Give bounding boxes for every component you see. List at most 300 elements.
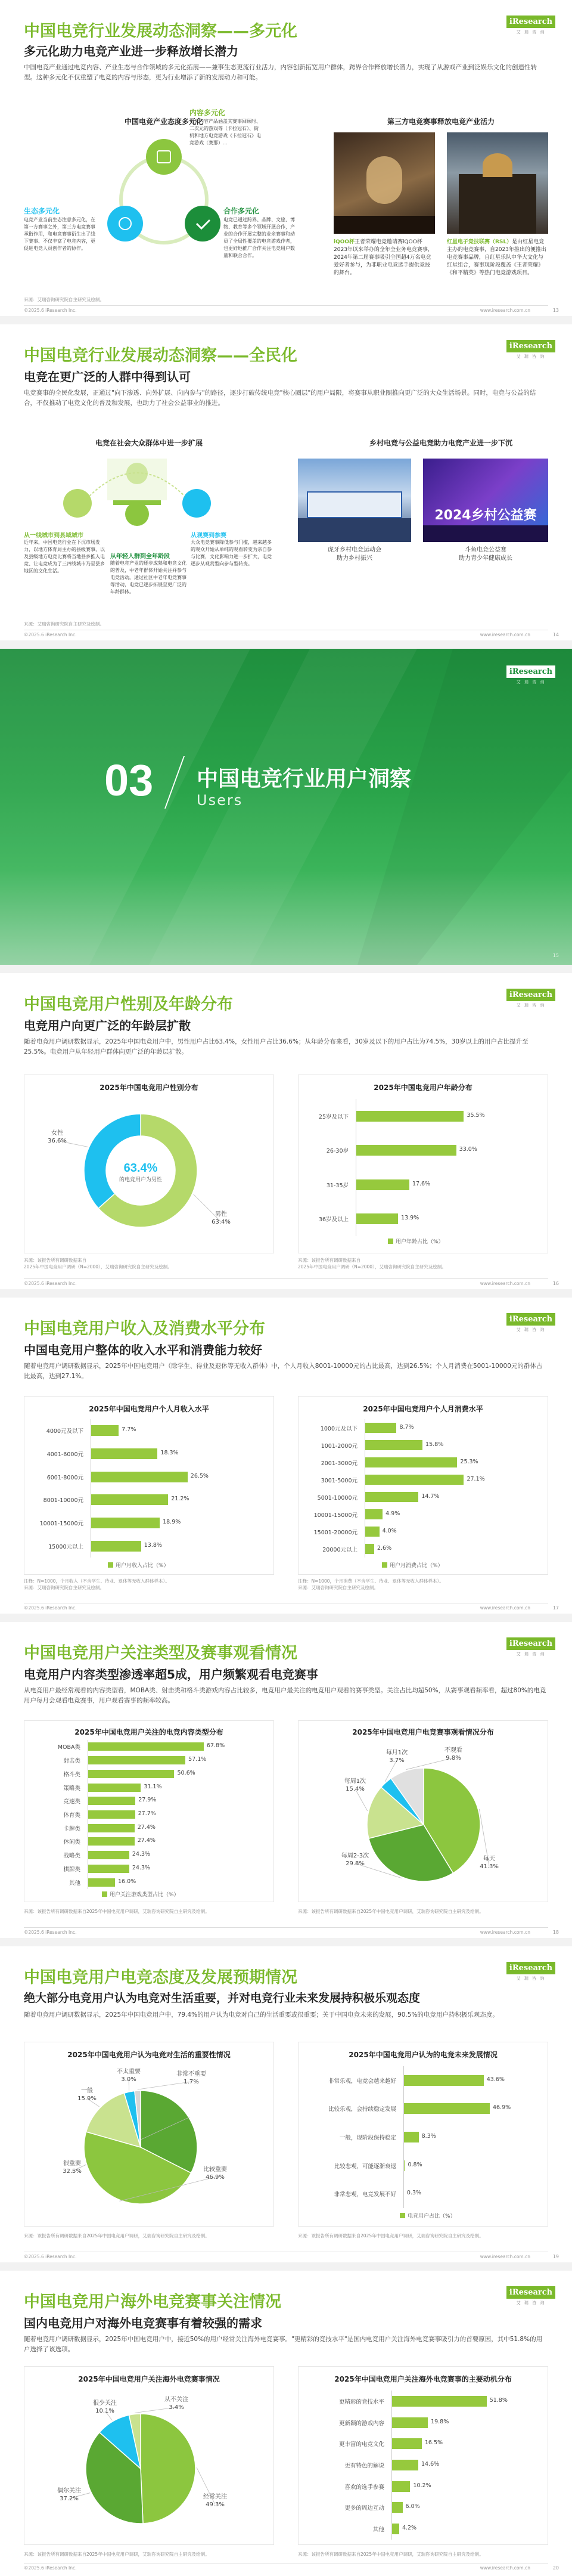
bar-value: 4.2% <box>402 2525 417 2532</box>
slide-title: 中国电竞行业发展动态洞察——全民化 <box>24 346 297 365</box>
content-bar-chart <box>24 1740 275 1889</box>
footer-site: www.iresearch.com.cn <box>480 1281 530 1286</box>
ecosystem-circle <box>107 206 143 242</box>
axis-line <box>403 2066 404 2208</box>
gender-donut-chart <box>24 1099 275 1248</box>
slide-gender-age <box>0 973 572 1289</box>
chart-legend <box>108 1561 169 1569</box>
bar <box>403 2132 419 2142</box>
douyu-caption: 斗鱼电竞公益赛 助力青少年健康成长 <box>459 547 512 562</box>
slide-income-spend <box>0 1298 572 1614</box>
slide-gap <box>0 1289 572 1298</box>
bar-value: 0.8% <box>408 2161 422 2168</box>
donut-center-value: 63.4% <box>123 1162 158 1175</box>
bar <box>391 2524 399 2534</box>
legend-swatch <box>382 1562 387 1568</box>
bar-value: 6.0% <box>405 2503 420 2510</box>
logo-subtext: 艾 瑞 咨 询 <box>516 1327 546 1332</box>
slice-value: 10.1% <box>95 2408 114 2414</box>
bar-label: 20000元以上 <box>322 1546 358 1553</box>
bar-label: 竞速类 <box>63 1798 80 1806</box>
slice-label: 每周2-3次 <box>341 1853 369 1859</box>
logo-subtext: 艾 瑞 咨 询 <box>516 1652 546 1657</box>
logo-text: iResearch <box>506 1313 555 1326</box>
bar-label: 休闲类 <box>63 1839 80 1846</box>
legend-label: 用户月消费占比（%） <box>390 1563 443 1569</box>
slide-gap <box>0 316 572 324</box>
slice-label: 每周1次 <box>344 1778 366 1785</box>
slice-value: 36.6% <box>48 1138 67 1144</box>
slice-label: 女性 <box>51 1130 63 1137</box>
diversity-diagram <box>24 128 304 289</box>
slide-content-watch <box>0 1622 572 1938</box>
slice-label: 一般 <box>81 2088 93 2094</box>
gender-chart-card <box>24 1075 274 1253</box>
overseas-chart-card <box>24 2366 274 2545</box>
slice-value: 15.9% <box>77 2095 97 2102</box>
footer-copyright: ©2025.6 iResearch Inc. <box>24 1281 77 1286</box>
slide-title: 中国电竞用户关注类型及赛事观看情况 <box>24 1644 297 1662</box>
bar-label: 5001-10000元 <box>317 1494 358 1501</box>
slice-value: 41.3% <box>480 1863 499 1870</box>
slice-value: 49.3% <box>206 2501 225 2508</box>
bar-label: 更丰富的电竞文化 <box>338 2441 384 2448</box>
footer-site: www.iresearch.com.cn <box>480 2565 530 2571</box>
iqoo-text: 王者荣耀电竞邀请赛iQOO杯2023年以来举办的全年全业务电竞赛事，2024年第二届赛事吸引全国超4万名电竞爱好者参与，为非职业电竞选手提供竞技的舞台。 <box>334 239 433 276</box>
bar-value: 67.8% <box>206 1742 225 1750</box>
source-left: 来源：该报告所有调研数据来自 2025年中国电竞用户调研（N=2000），艾瑞咨询研究院自主研究及绘制。 <box>24 1258 172 1270</box>
bar-value: 35.5% <box>467 1111 485 1119</box>
bar-value: 10.2% <box>413 2482 431 2489</box>
slice-value: 37.2% <box>60 2496 79 2502</box>
source-right: 来源：该报告所有调研数据来自 2025年中国电竞用户调研（N=2000），艾瑞咨询研究院自主研究及绘制。 <box>298 1258 446 1270</box>
footer-copyright: ©2025.6 iResearch Inc. <box>24 1930 77 1935</box>
bar-value: 33.0% <box>459 1146 477 1153</box>
bar-label: 4000元及以下 <box>46 1428 83 1435</box>
importance-chart-card <box>24 2042 274 2227</box>
iqoo-case <box>334 239 435 277</box>
bar-label: 更有特色的解说 <box>344 2463 384 2469</box>
legend-label: 用户关注游戏类型占比（%） <box>110 1892 179 1898</box>
motives-bar-chart <box>299 2391 549 2540</box>
bar-label: 更精彩的竞技水平 <box>338 2398 384 2405</box>
bar-value: 4.9% <box>386 1510 400 1517</box>
iresearch-logo <box>506 340 555 360</box>
douyu-charity-photo <box>423 459 548 542</box>
content-label: 内容多元化 <box>189 109 226 117</box>
iresearch-logo <box>506 16 555 35</box>
bar-value: 27.1% <box>467 1475 485 1482</box>
page-number: 15 <box>552 953 559 958</box>
bar-label: 更新颖的游戏内容 <box>338 2420 384 2427</box>
content-text: 电竞内容产品涵盖其赛事回顾时、二次元的游戏等（卡拉冠石）、街机和地方电竞游戏《卡拉冠石》电竞游戏（赛那）... <box>189 119 261 145</box>
bar-label: 棋牌类 <box>63 1866 80 1873</box>
slide-gap <box>0 965 572 973</box>
bar-value: 19.8% <box>431 2418 449 2425</box>
slide-attitude <box>0 1946 572 2262</box>
importance-pie-chart <box>24 2064 275 2224</box>
bar <box>365 1492 418 1503</box>
page-number: 16 <box>552 1281 559 1286</box>
bar-value: 18.3% <box>160 1450 179 1456</box>
slide-gap <box>0 1938 572 1946</box>
bar-label: 1000元及以下 <box>320 1425 358 1432</box>
chart-title: 2025年中国电竞用户电竞赛事观看情况分布 <box>352 1728 494 1736</box>
bar <box>356 1213 398 1224</box>
bar-value: 16.5% <box>424 2439 443 2447</box>
chart-title: 2025年中国电竞用户年龄分布 <box>374 1083 472 1092</box>
bar-value: 31.1% <box>144 1783 162 1790</box>
bar <box>391 2396 487 2407</box>
slide-description: 电竞赛事的全民化发展，正通过"向下渗透、向外扩展、向内参与"的路径，逐步打破传统电竞"核心圈层"的用户局限，将赛事从职业圈推向更广泛的大众生活场景。同时，电竞与公益的结合，不仅推动了电竞文化的普及和发展，也助力了社会公益事业的推进。 <box>24 389 536 407</box>
bar-value: 18.9% <box>163 1519 181 1525</box>
chart-title: 2025年中国电竞用户个人月消费水平 <box>363 1405 483 1413</box>
section-english: Users <box>197 792 243 809</box>
chart-title: 2025年中国电竞用户认为电竞对生活的重要性情况 <box>67 2051 231 2059</box>
slide-description: 随着电竞用户调研数据显示，2025年中国电竞用户中，79.4%的用户认为电竞对自己的生活重要或很重要；关于中国电竞未来的发展，90.5%的电竞用户持积极乐观态度。 <box>24 2011 499 2018</box>
logo-subtext: 艾 瑞 咨 询 <box>516 354 546 359</box>
slide-subtitle: 国内电竞用户对海外电竞赛事有着较强的需求 <box>24 2316 262 2330</box>
bar-value: 14.6% <box>421 2461 440 2467</box>
slide-title: 中国电竞用户收入及消费水平分布 <box>24 1320 265 1338</box>
source-left: 注释：N=1000，个月收入（不含学生、待业、退休等无收入群体样本）。 来源：艾瑞咨询研究院自主研究及绘制。 <box>24 1578 170 1590</box>
bar-label: 卡牌类 <box>63 1825 80 1832</box>
bar <box>91 1425 119 1436</box>
slice-value: 32.5% <box>63 2168 82 2175</box>
bar-label: 战略类 <box>63 1853 80 1860</box>
donut-center-caption: 的电竞用户为男性 <box>119 1177 163 1183</box>
page-number: 13 <box>552 308 559 313</box>
bar-value: 50.6% <box>177 1769 195 1776</box>
bar-value: 27.7% <box>138 1810 156 1817</box>
footer-site: www.iresearch.com.cn <box>480 632 530 637</box>
left-heading: 电竞在社会大众群体中进一步扩展 <box>95 439 203 447</box>
footer-copyright: ©2025.6 iResearch Inc. <box>24 1605 77 1611</box>
bar-label: 8001-10000元 <box>43 1497 83 1504</box>
slice-value: 63.4% <box>212 1219 231 1225</box>
group2-label: 从年轻人群到全年龄段 <box>110 553 170 560</box>
ecosystem-label: 生态多元化 <box>24 207 60 215</box>
slice-label: 很重要 <box>63 2160 81 2167</box>
bar <box>88 1742 204 1751</box>
bar <box>88 1837 135 1846</box>
bar <box>91 1518 160 1528</box>
bar-label: 1001-2000元 <box>321 1442 358 1450</box>
rsl-text: 是由红星电竞主办的电竞赛事，自2023年推出的便推出电竞赛事品牌，自红星乐队中华大文化与红星组合，赛事现阶段覆盖《王者荣耀》《和平精英》等热门电竞游戏项目。 <box>447 239 546 276</box>
ecosystem-text: 电竞产业当前生态注意多元化，在第一方赛事之外，第三方电竞赛事承衔作用，和电竞赛事衍生出了线下赛事、不仅丰富了电竞内容，更促进电竞人员创作者的协作。 <box>24 217 95 251</box>
rsl-event-photo <box>447 132 548 234</box>
bar <box>88 1824 135 1832</box>
slide-gap <box>0 2262 572 2271</box>
bar-label: 比较乐观，会持续稳定发展 <box>328 2106 396 2113</box>
slide-subtitle: 电竞用户内容类型渗透率超5成，用户频繁观看电竞赛事 <box>24 1667 318 1682</box>
bar-label: 策略类 <box>63 1785 80 1792</box>
group3-text: 大众电竞赛事降低参与门槛，越来越多的观众开始从单纯的观看转变为亲自参与比赛，文化影响力进一步扩大，电竞逐步从观赏型向参与型转变。 <box>191 540 272 566</box>
bar-label: 格斗类 <box>63 1771 80 1778</box>
bar <box>88 1878 115 1887</box>
source-note: 来源：艾瑞咨询研究院自主研究及绘制。 <box>24 297 104 302</box>
bar <box>88 1865 129 1873</box>
source-left: 来源：该报告所有调研数据来自2025年中国电竞用户调研，艾瑞咨询研究院自主研究及绘制。 <box>24 2233 210 2238</box>
bar-value: 2.6% <box>377 1544 392 1552</box>
bar-label: 更多的周边互动 <box>344 2505 384 2512</box>
bar <box>91 1541 141 1552</box>
chart-legend <box>382 1561 443 1569</box>
logo-text: iResearch <box>506 1637 555 1650</box>
bar-value: 27.4% <box>137 1837 156 1844</box>
page-number: 17 <box>552 1605 559 1611</box>
slice-value: 46.9% <box>206 2174 225 2181</box>
bar-value: 43.6% <box>486 2076 505 2083</box>
income-chart-card <box>24 1396 274 1575</box>
slice-value: 3.0% <box>121 2076 136 2083</box>
iresearch-logo <box>506 1313 555 1333</box>
bar <box>356 1145 456 1156</box>
expansion-diagram <box>24 450 292 527</box>
bar-label: 6001-8000元 <box>46 1474 83 1481</box>
bar <box>365 1457 457 1468</box>
content-chart-card <box>24 1720 274 1902</box>
slide-universalization <box>0 324 572 640</box>
iresearch-logo <box>506 665 555 685</box>
future-bar-chart <box>299 2066 549 2208</box>
slide-gap <box>0 640 572 649</box>
bar-value: 27.9% <box>138 1797 157 1804</box>
logo-subtext: 艾 瑞 咨 询 <box>516 2301 546 2305</box>
source-note: 来源：艾瑞咨询研究院自主研究及绘制。 <box>24 621 104 627</box>
legend-label: 电竞用户占比（%） <box>408 2213 456 2219</box>
bar-label: 非常悲观，电竞发展不好 <box>334 2191 396 2199</box>
bar <box>391 2460 418 2470</box>
source-left: 来源：该报告所有调研数据来自2025年中国电竞用户调研，艾瑞咨询研究院自主研究及绘制。 <box>24 1909 210 1914</box>
bar-value: 4.0% <box>382 1527 397 1534</box>
bar <box>391 2502 403 2513</box>
motives-chart-card <box>298 2366 548 2545</box>
huya-village-photo <box>298 459 411 542</box>
charity-banner: 2024乡村公益赛 <box>434 508 537 523</box>
page-number: 20 <box>552 2565 559 2571</box>
right-heading: 乡村电竞与公益电竞助力电竞产业进一步下沉 <box>369 439 512 447</box>
legend-label: 用户年龄占比（%） <box>396 1239 444 1245</box>
logo-subtext: 艾 瑞 咨 询 <box>516 680 546 685</box>
bar-value: 27.4% <box>137 1823 156 1831</box>
slide-title: 中国电竞行业发展动态洞察——多元化 <box>24 22 297 41</box>
footer-site: www.iresearch.com.cn <box>480 1605 530 1611</box>
huya-caption: 虎牙乡村电竞运动会 助力乡村振兴 <box>328 547 381 562</box>
legend-swatch <box>388 1239 393 1244</box>
bar-label: 31-35岁 <box>326 1182 349 1189</box>
bar-value: 17.6% <box>412 1180 431 1187</box>
chart-legend <box>102 1890 179 1898</box>
bar-value: 57.1% <box>188 1756 207 1763</box>
bar-value: 15.8% <box>425 1441 444 1448</box>
cooperation-label: 合作多元化 <box>223 207 260 215</box>
iresearch-logo <box>506 1637 555 1657</box>
chart-title: 2025年中国电竞用户关注海外电竞赛事情况 <box>78 2375 220 2383</box>
bar <box>403 2075 484 2086</box>
audience-icon <box>182 489 211 518</box>
bar-label: 体育类 <box>63 1812 80 1819</box>
bar <box>88 1784 141 1792</box>
pie-slice <box>141 2414 195 2524</box>
legend-label: 用户月收入占比（%） <box>116 1563 169 1569</box>
slice-label: 每月1次 <box>386 1750 408 1756</box>
logo-subtext: 艾 瑞 咨 询 <box>516 1003 546 1008</box>
watch-chart-card <box>298 1720 548 1902</box>
bar-value: 24.3% <box>132 1851 151 1858</box>
slice-label: 比较重要 <box>203 2166 227 2173</box>
slide-subtitle: 电竞在更广泛的人群中得到认可 <box>24 370 191 384</box>
bar-value: 13.8% <box>144 1541 162 1549</box>
section-divider <box>0 649 572 965</box>
page-number: 19 <box>552 2254 559 2259</box>
slide-description: 随着电竞用户调研数据显示，2025年中国电竞用户中，男性用户占比63.4%，女性用户占比36.6%；从年龄分布来看，30岁及以下的用户占比为74.5%，30岁以上的用户占比提升至25.5%。电竞用户从年轻用户群体向更广泛的年龄层扩散。 <box>24 1038 529 1055</box>
logo-text: iResearch <box>506 16 555 28</box>
chart-title: 2025年中国电竞用户认为的电竞未来发展情况 <box>349 2051 498 2059</box>
rsl-case <box>447 239 548 277</box>
bar-label: 非常乐观，电竞会越来越好 <box>328 2077 396 2085</box>
slice-label: 不观看 <box>444 1747 462 1754</box>
slice-label: 经常关注 <box>203 2494 227 2500</box>
overseas-pie-chart <box>24 2388 275 2542</box>
bar-value: 7.7% <box>122 1426 136 1433</box>
bar <box>88 1770 174 1778</box>
age-chart-card <box>298 1075 548 1253</box>
slice-value: 29.8% <box>346 1860 365 1867</box>
watch-pie-chart <box>299 1741 549 1899</box>
slice-label: 男性 <box>215 1211 227 1218</box>
spend-bar-chart <box>299 1419 549 1558</box>
slice-label: 从不关注 <box>164 2397 188 2403</box>
iresearch-logo <box>506 989 555 1008</box>
cooperation-text: 电竞已通过跨界、品牌、文旅、博物、教育等多个领域开展合作，产业的合作开展完整的业余赛事和动员了全局性覆盖的电竞游戏作者，也更好地推广合作关注电竞用户数量和联合合作。 <box>223 217 295 258</box>
bar-label: 26-30岁 <box>326 1148 349 1155</box>
slice-value: 15.4% <box>346 1786 365 1792</box>
bar <box>88 1756 185 1764</box>
bar <box>88 1810 135 1819</box>
bar <box>88 1797 135 1805</box>
section-number: 03 <box>104 756 154 805</box>
bar-label: 喜欢的选手参赛 <box>344 2484 384 2491</box>
logo-subtext: 艾 瑞 咨 询 <box>516 1976 546 1981</box>
group1-text: 近年来，中国电竞行业在下沉市场发力，以地方体育局主办的县级赛事，以及县级地方电竞比赛将当地县乡推入电竞、让电竞成为了三四线城市乃至县乡地区的文化生活。 <box>24 540 105 574</box>
legend-swatch <box>400 2213 405 2218</box>
source-right: 注释：N=1000，个月消费（不含学生、待业、退休等无收入群体样本）。 来源：艾瑞咨询研究院自主研究及绘制。 <box>298 1578 444 1590</box>
slide-diversification <box>0 0 572 316</box>
iresearch-logo <box>506 2286 555 2306</box>
bar <box>391 2481 410 2492</box>
bar-value: 14.7% <box>421 1493 440 1500</box>
bar <box>365 1527 380 1537</box>
slice-value: 3.4% <box>169 2404 184 2411</box>
chart-title: 2025年中国电竞用户个人月收入水平 <box>89 1405 209 1413</box>
bar-label: 4001-6000元 <box>46 1451 83 1458</box>
axis-line <box>391 2391 392 2540</box>
bar <box>88 1851 129 1859</box>
slide-subtitle: 多元化助力电竞产业进一步释放增长潜力 <box>24 44 238 58</box>
logo-text: iResearch <box>506 340 555 352</box>
footer-copyright: ©2025.6 iResearch Inc. <box>24 2254 77 2259</box>
bar-value: 8.3% <box>421 2133 436 2140</box>
slice-value: 1.7% <box>184 2079 199 2085</box>
bar-label: 15001-20000元 <box>313 1529 358 1536</box>
chart-title: 2025年中国电竞用户关注海外电竞赛事的主要动机分布 <box>334 2375 512 2383</box>
iqoo-event-photo <box>334 132 435 234</box>
source-left: 来源：该报告所有调研数据来自2025年中国电竞用户调研，艾瑞咨询研究院自主研究及绘制。 <box>24 2552 210 2557</box>
bar <box>356 1111 464 1122</box>
income-bar-chart <box>24 1419 275 1558</box>
slice-value: 3.7% <box>389 1757 405 1764</box>
bar-label: 2001-3000元 <box>321 1460 358 1467</box>
page-number: 18 <box>552 1930 559 1935</box>
bar-label: 10001-15000元 <box>313 1512 358 1519</box>
bar-value: 24.3% <box>132 1864 151 1871</box>
bar-value: 8.7% <box>399 1423 414 1431</box>
bar <box>365 1423 396 1433</box>
age-bar-chart <box>299 1099 549 1236</box>
bar-label: 射击类 <box>63 1758 80 1765</box>
iresearch-logo <box>506 1962 555 1981</box>
footer-divider <box>24 1927 548 1928</box>
rsl-highlight: 红星电子竞技联赛（RSL） <box>447 239 512 245</box>
bar-value: 16.0% <box>118 1878 136 1885</box>
slide-overseas <box>0 2271 572 2576</box>
bar-label: 一般，现阶段保持稳定 <box>339 2135 396 2141</box>
group2-text: 随着电竞产业的逐步成熟和电竞文化的普及，中老年群体开始关注并参与电竞活动。通过社区中老年电竞赛事等活动，电竞已逐步拓展至更广泛的年龄群体。 <box>110 561 186 595</box>
bar <box>91 1448 157 1459</box>
footer-copyright: ©2025.6 iResearch Inc. <box>24 632 77 637</box>
bar-label: 25岁及以下 <box>318 1113 349 1120</box>
bar-value: 21.2% <box>171 1496 189 1503</box>
spend-chart-card <box>298 1396 548 1575</box>
slide-subtitle: 绝大部分电竞用户认为电竞对生活重要，并对电竞行业未来发展持积极乐观态度 <box>24 1992 421 2005</box>
footer-divider <box>24 305 548 306</box>
bar-value: 26.5% <box>190 1472 209 1479</box>
slide-gap <box>0 1614 572 1622</box>
group3-label: 从观赛到参赛 <box>191 532 226 539</box>
bar-value: 51.8% <box>489 2397 508 2404</box>
city-icon <box>63 489 92 518</box>
logo-text: iResearch <box>506 665 555 678</box>
footer-divider <box>24 1278 548 1279</box>
leader-line <box>194 1194 221 1222</box>
bar-label: 15000元以上 <box>48 1543 83 1550</box>
footer-site: www.iresearch.com.cn <box>480 2254 530 2259</box>
bar <box>365 1440 422 1451</box>
bar-label: 比较悲观，可能逐渐衰退 <box>334 2163 396 2170</box>
chart-legend <box>400 2212 456 2219</box>
bar <box>365 1509 383 1520</box>
bar <box>91 1494 168 1505</box>
slide-description: 中国电竞产业通过电竞内容、产业生态与合作领域的多元化拓展——兼事生态更流行业活力，内容创新拓宽用户群体，跨界合作释放增长潜力，实现了从游戏产业到泛娱乐文化的创造性转型。这种多元化不仅重塑了电竞的内容与形态，更为行业增添了新的发展动力和可能。 <box>24 64 537 81</box>
left-heading: 中国电竞产业态度多元化 <box>124 117 203 126</box>
legend-swatch <box>102 1891 107 1897</box>
slide-subtitle: 中国电竞用户整体的收入水平和消费能力较好 <box>24 1343 262 1357</box>
slice-label: 偶尔关注 <box>57 2488 81 2494</box>
slice-value: 9.8% <box>446 1755 461 1761</box>
bar-value: 46.9% <box>492 2104 511 2111</box>
bar-label: MOBA类 <box>57 1744 80 1751</box>
bar-label: 其他 <box>372 2527 384 2534</box>
bar-value: 13.9% <box>401 1215 419 1222</box>
slide-title: 中国电竞用户海外电竞赛事关注情况 <box>24 2293 281 2311</box>
section-title: 中国电竞行业用户洞察 <box>197 767 412 791</box>
bar <box>403 2103 490 2114</box>
future-chart-card <box>298 2042 548 2227</box>
source-right: 来源：该报告所有调研数据来自2025年中国电竞用户调研，艾瑞咨询研究院自主研究及绘制。 <box>298 2552 484 2557</box>
logo-text: iResearch <box>506 1962 555 1974</box>
bar <box>356 1179 409 1190</box>
